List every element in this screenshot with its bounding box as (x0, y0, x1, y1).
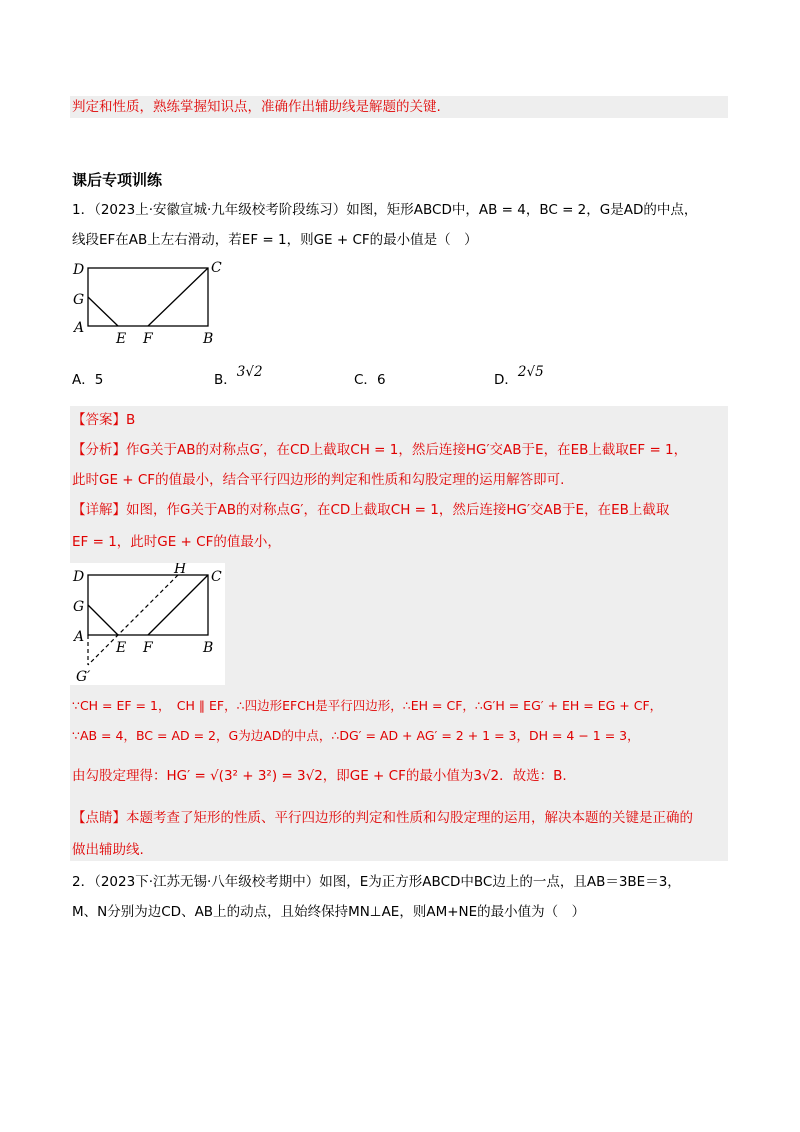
comment-line2: 做出辅助线. (72, 842, 144, 858)
label-g: G (73, 292, 85, 308)
option-b[interactable]: B．3√2 (214, 364, 263, 388)
label-d: D (73, 262, 85, 278)
step1: ∵CH = EF = 1， CH ∥ EF，∴四边形EFCH是平行四边形，∴EH = CF，∴G′H = EG′ + EH = EG + CF， (72, 698, 663, 713)
label-g-prime: G′ (76, 669, 91, 685)
q2-stem-line1: 2．（2023下·江苏无锡·八年级校考期中）如图，E为正方形ABCD中BC边上的一点，且AB＝3BE＝3， (72, 874, 681, 890)
label-c: C (211, 569, 222, 585)
segment-ge (88, 297, 118, 326)
comment-line1: 【点睛】本题考查了矩形的性质、平行四边形的判定和性质和勾股定理的运用，解决本题的关键是正确的 (72, 810, 693, 826)
analysis-line1: 【分析】作G关于AB的对称点G′，在CD上截取CH = 1，然后连接HG′交AB于E，在EB上截取EF = 1， (72, 442, 688, 458)
analysis-line2: 此时GE + CF的值最小，结合平行四边形的判定和性质和勾股定理的运用解答即可. (72, 472, 565, 488)
rectangle-abcd (88, 268, 208, 326)
top-note: 判定和性质，熟练掌握知识点，准确作出辅助线是解题的关键. (72, 99, 441, 115)
option-d[interactable]: D．2√5 (494, 364, 544, 388)
q1-stem-line1: 1．（2023上·安徽宣城·九年级校考阶段练习）如图，矩形ABCD中，AB = 4，BC = 2，G是AD的中点， (72, 202, 698, 218)
q2-stem-line2: M、N分别为边CD、AB上的动点，且始终保持MN⊥AE，则AM+NE的最小值为（ ） (72, 904, 586, 920)
answer-figure (70, 563, 225, 685)
label-e: E (116, 331, 127, 347)
label-d: D (73, 569, 85, 585)
option-a[interactable]: A．5 (72, 372, 104, 388)
q1-figure (70, 258, 230, 350)
step3: 由勾股定理得：HG′ = √(3² + 3²) = 3√2，即GE + CF的最小值为3√2．故选：B. (72, 768, 567, 784)
option-c[interactable]: C．6 (354, 372, 386, 388)
label-c: C (211, 260, 222, 276)
answer-line: 【答案】B (72, 412, 136, 428)
label-f: F (143, 640, 153, 656)
q1-options (72, 366, 672, 390)
label-b: B (203, 331, 214, 347)
section-title: 课后专项训练 (72, 171, 163, 189)
label-a: A (74, 629, 85, 645)
step2: ∵AB = 4，BC = AD = 2，G为边AD的中点，∴DG′ = AD + AG′ = 2 + 1 = 3，DH = 4 − 1 = 3， (72, 728, 640, 743)
segment-fc (148, 268, 208, 326)
label-e: E (116, 640, 127, 656)
detail-line1: 【详解】如图，作G关于AB的对称点G′，在CD上截取CH = 1，然后连接HG′交AB于E，在EB上截取 (72, 502, 670, 518)
dashed-hg-prime (88, 575, 178, 665)
label-b: B (203, 640, 214, 656)
label-g: G (73, 599, 85, 615)
label-a: A (74, 320, 85, 336)
segment-fc (148, 575, 208, 635)
q1-stem-line2: 线段EF在AB上左右滑动，若EF = 1，则GE + CF的最小值是（ ） (72, 232, 478, 248)
label-h: H (174, 563, 187, 577)
label-f: F (143, 331, 153, 347)
detail-line2: EF = 1，此时GE + CF的值最小， (72, 534, 281, 550)
segment-ge (88, 605, 118, 635)
